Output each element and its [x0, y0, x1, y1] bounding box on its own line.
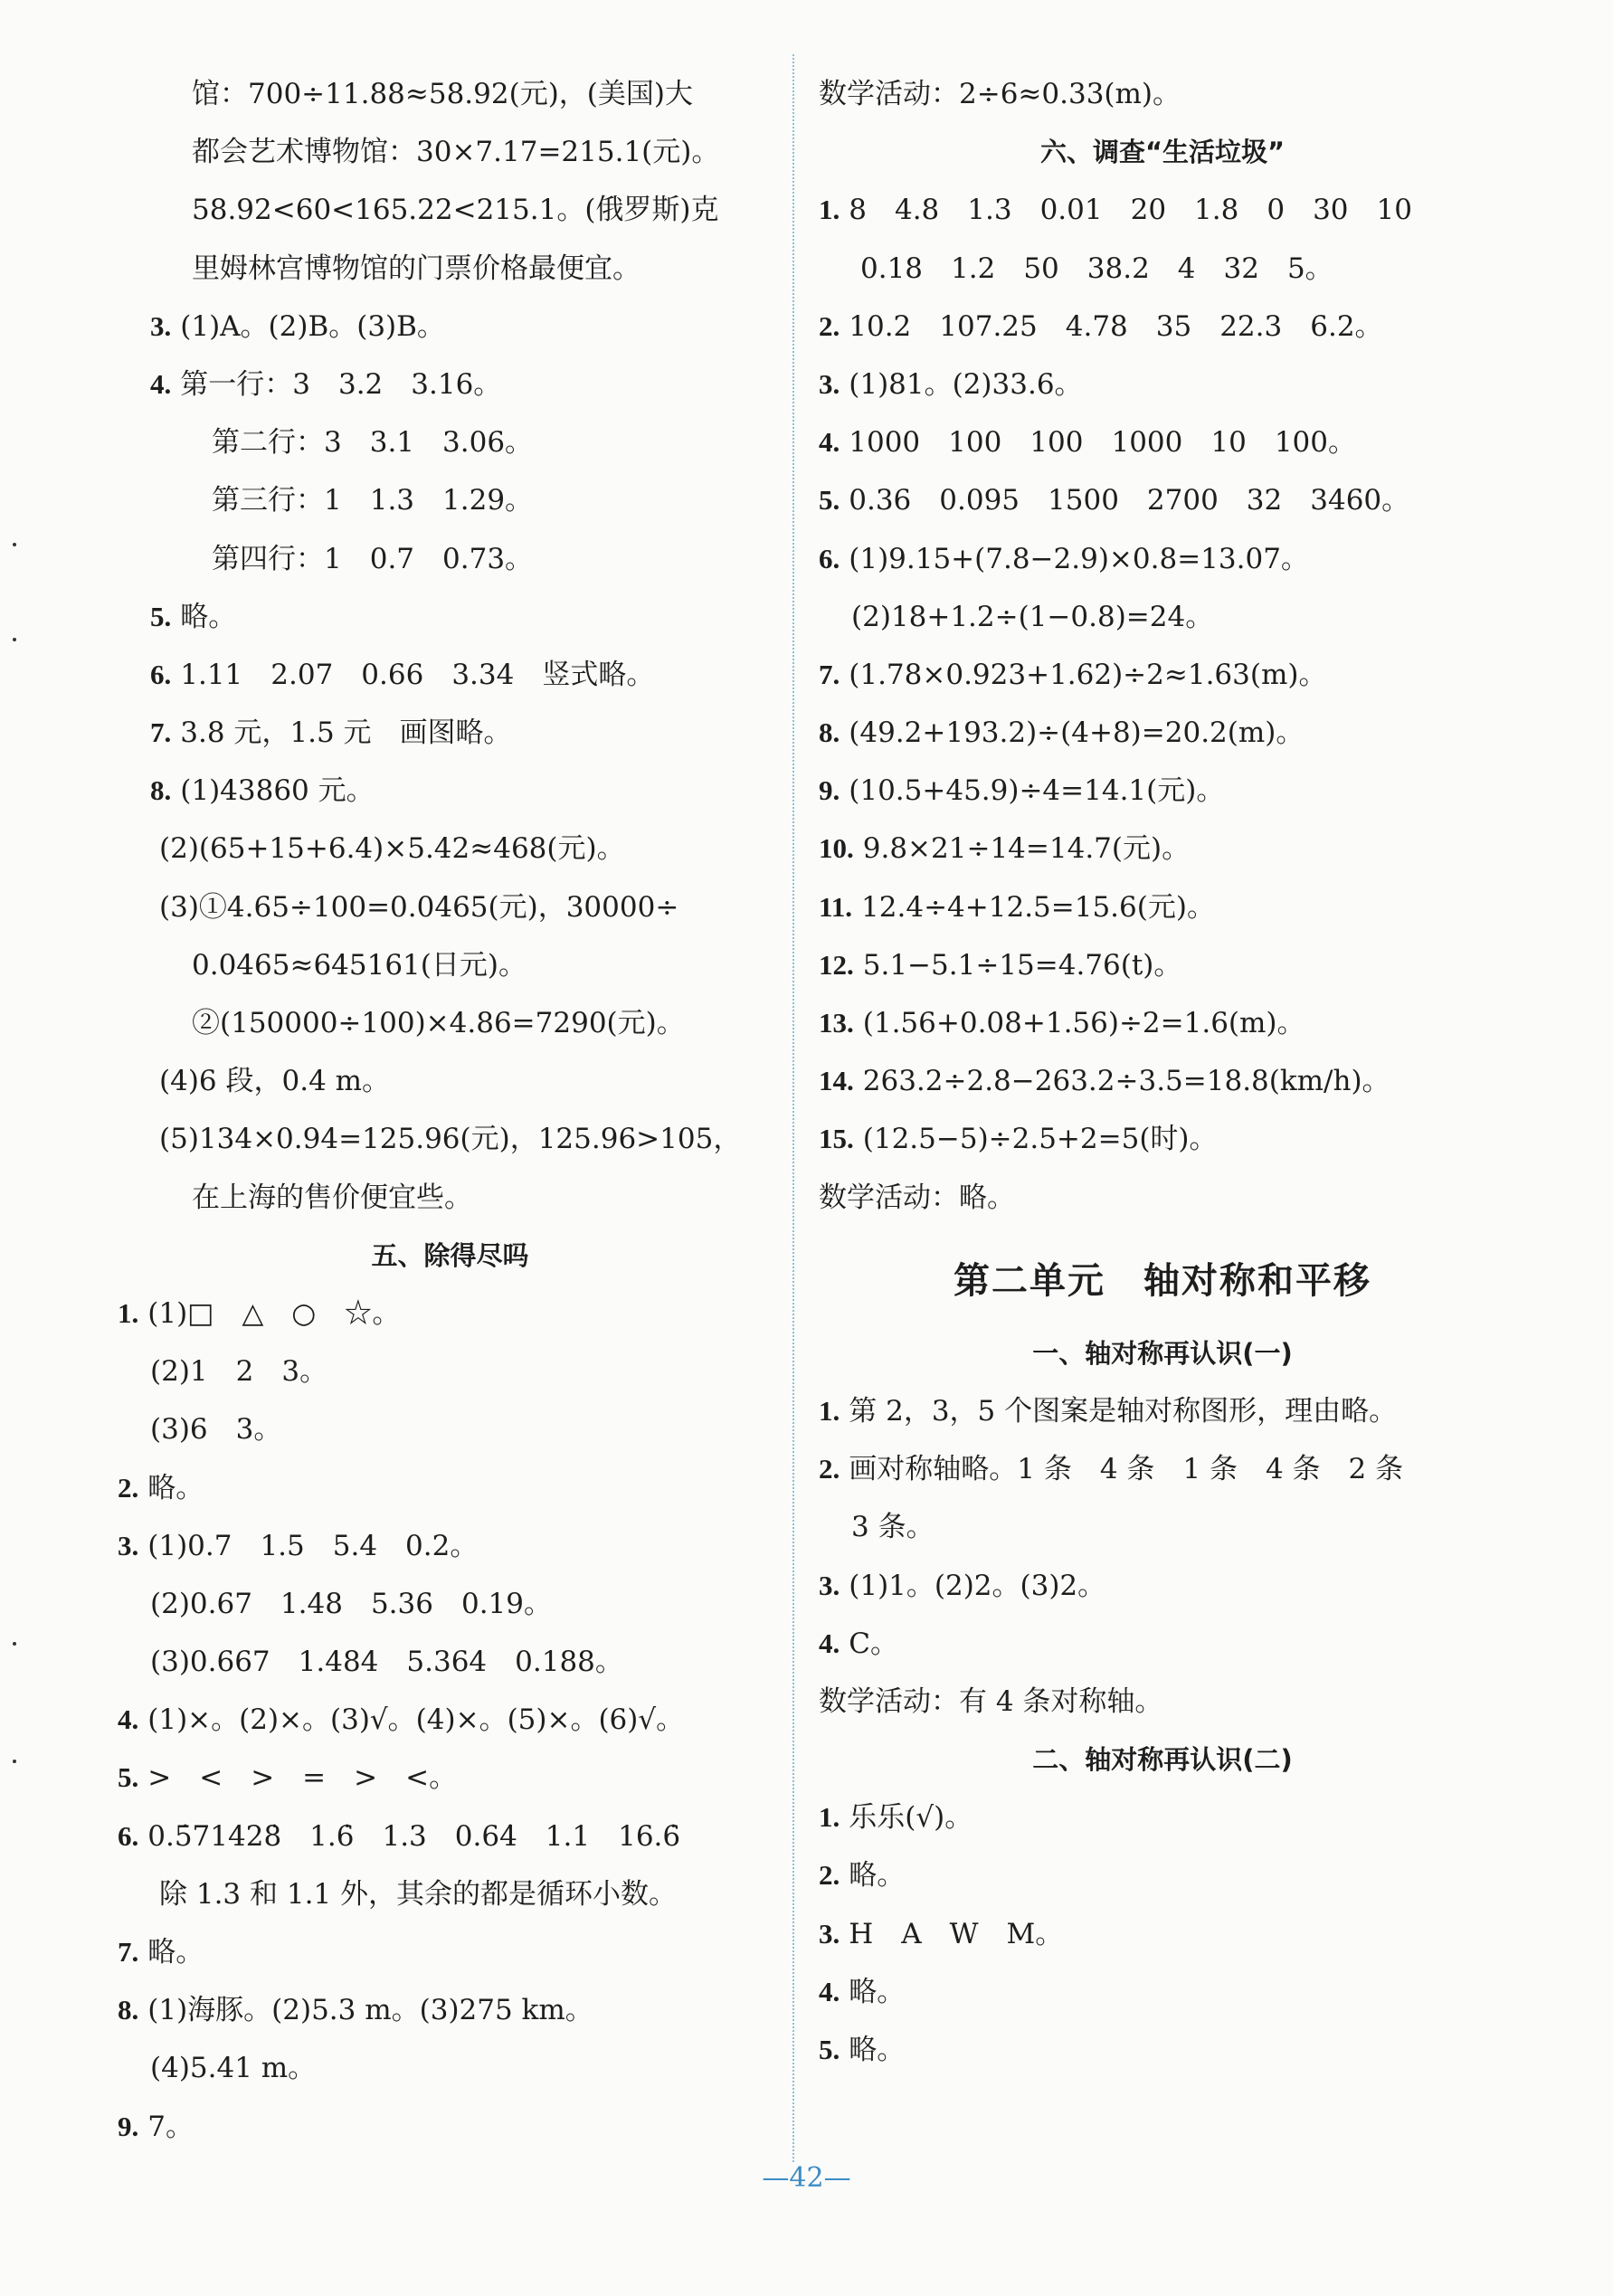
- question-number: 5.: [150, 600, 172, 632]
- question-number: 8.: [118, 1994, 139, 2026]
- answer-text: 略。: [849, 1975, 906, 2008]
- answer-line: [118, 1400, 783, 1458]
- question-number: 8.: [150, 774, 172, 807]
- answer-line: [118, 1110, 783, 1168]
- answer-line: [118, 1923, 783, 1981]
- answer-line: [819, 1615, 1506, 1673]
- answer-line: [819, 1846, 1506, 1904]
- question-number: 4.: [150, 367, 172, 400]
- margin-dot: [13, 638, 16, 641]
- answer-line: [819, 240, 1506, 298]
- question-number: 6.: [819, 542, 840, 574]
- question-number: 12.: [819, 948, 854, 981]
- section-title-text: 一、轴对称再认识(一): [1032, 1337, 1293, 1369]
- section-title-text: 二、轴对称再认识(二): [1032, 1744, 1293, 1776]
- answer-text: 乐乐(√)。: [849, 1801, 973, 1835]
- answer-line: [118, 413, 783, 471]
- answer-text: 12.4÷4+12.5=15.6(元)。: [861, 890, 1215, 924]
- answer-text: 9.8×21÷14=14.7(元)。: [862, 832, 1191, 866]
- question-number: 13.: [819, 1007, 854, 1039]
- answer-text: 10.2 107.25 4.78 35 22.3 6.2。: [849, 309, 1383, 343]
- answer-line: [819, 762, 1506, 820]
- answer-text: (1)□ △ ○ ☆。: [147, 1296, 401, 1330]
- answer-line: [819, 1169, 1506, 1227]
- question-number: 2.: [118, 1471, 139, 1504]
- answer-text: (1)81。(2)33.6。: [849, 367, 1083, 401]
- question-number: 15.: [819, 1123, 854, 1155]
- answer-line: [118, 240, 783, 298]
- answer-line: [118, 588, 783, 646]
- section-heading: [819, 1324, 1506, 1382]
- answer-line: [118, 878, 783, 936]
- margin-dot: [13, 543, 16, 546]
- answer-text: 第一行：3 3.2 3.16。: [180, 367, 502, 401]
- question-number: 6.: [150, 658, 172, 690]
- question-number: 8.: [819, 716, 840, 749]
- question-number: 7.: [150, 716, 172, 749]
- answer-text: 略。: [147, 1471, 204, 1504]
- answer-text: 第 2，3，5 个图案是轴对称图形，理由略。: [849, 1394, 1398, 1428]
- answer-line: [819, 820, 1506, 878]
- answer-text: (1)9.15+(7.8−2.9)×0.8=13.07。: [849, 542, 1309, 575]
- answer-line: [819, 936, 1506, 994]
- column-divider: [792, 54, 794, 2162]
- answer-text: (1.78×0.923+1.62)÷2≈1.63(m)。: [849, 658, 1327, 691]
- question-number: 14.: [819, 1065, 854, 1097]
- answer-line: [118, 471, 783, 529]
- answer-text: 画对称轴略。1 条 4 条 1 条 4 条 2 条: [849, 1453, 1404, 1486]
- answer-text: 1000 100 100 1000 10 100。: [849, 426, 1356, 460]
- answer-line: [118, 994, 783, 1052]
- answer-line: [819, 994, 1506, 1052]
- answer-line: [819, 65, 1506, 123]
- answer-line: [118, 1342, 783, 1400]
- answer-text: 3 条。: [851, 1511, 935, 1544]
- answer-line: [819, 413, 1506, 471]
- answer-text: (12.5−5)÷2.5+2=5(时)。: [862, 1123, 1218, 1156]
- answer-line: [819, 1382, 1506, 1440]
- question-number: 3.: [819, 367, 840, 400]
- answer-line: [819, 1110, 1506, 1168]
- question-number: 6.: [118, 1819, 139, 1852]
- answer-text: 第三行：1 1.3 1.29。: [212, 484, 534, 517]
- answer-text: 3.8 元，1.5 元 画图略。: [180, 716, 512, 750]
- answer-line: [118, 762, 783, 820]
- question-number: 1.: [819, 1394, 840, 1427]
- question-number: 11.: [819, 890, 853, 923]
- unit-title: 第二单元 轴对称和平移: [954, 1259, 1371, 1302]
- answer-text: 第四行：1 0.7 0.73。: [212, 542, 534, 575]
- answer-line: [819, 1557, 1506, 1615]
- answer-text: (4)6 段，0.4 m。: [159, 1065, 391, 1098]
- answer-text: 0.36 0.095 1500 2700 32 3460。: [849, 484, 1410, 517]
- answer-text: (4)5.41 m。: [150, 2052, 317, 2085]
- question-number: 4.: [118, 1703, 139, 1736]
- question-number: 5.: [118, 1761, 139, 1794]
- answer-text: (1)A。(2)B。(3)B。: [180, 309, 445, 343]
- question-number: 2.: [819, 1453, 840, 1485]
- section-heading: [118, 1227, 783, 1285]
- answer-line: [118, 2098, 783, 2156]
- unit-two-answers: [819, 1324, 1506, 2079]
- answer-text: (10.5+45.9)÷4=14.1(元)。: [849, 774, 1225, 808]
- right-column: [819, 65, 1506, 2079]
- answer-text: 略。: [849, 2034, 906, 2066]
- question-number: 1.: [819, 194, 840, 226]
- answer-line: [819, 181, 1506, 239]
- answer-line: [118, 1981, 783, 2039]
- answer-line: [118, 530, 783, 588]
- question-number: 2.: [819, 309, 840, 342]
- question-number: 5.: [819, 484, 840, 517]
- answer-text: 里姆林宫博物馆的门票价格最便宜。: [192, 251, 640, 285]
- section-title-text: 六、调查“生活垃圾”: [1039, 137, 1286, 168]
- answer-text: (1)×。(2)×。(3)√。(4)×。(5)×。(6)√。: [147, 1703, 685, 1737]
- section-heading: [819, 1731, 1506, 1788]
- page-number: —42—: [762, 2162, 851, 2194]
- answer-text: 7。: [147, 2110, 194, 2143]
- answer-line: [118, 1052, 783, 1110]
- answer-line: [118, 646, 783, 704]
- answer-text: 5.1−5.1÷15=4.76(t)。: [862, 948, 1182, 982]
- question-number: 7.: [118, 1936, 139, 1968]
- answer-line: [819, 646, 1506, 704]
- answer-line: [118, 1517, 783, 1575]
- answer-line: [118, 1865, 783, 1923]
- answer-text: 0.18 1.2 50 38.2 4 32 5。: [860, 251, 1333, 285]
- answer-line: [118, 820, 783, 878]
- answer-line: [118, 1633, 783, 1691]
- answer-text: 58.92<60<165.22<215.1。(俄罗斯)克: [192, 194, 719, 227]
- answer-text: C。: [849, 1627, 898, 1660]
- answer-line: [118, 1459, 783, 1517]
- answer-text: H A W M。: [849, 1917, 1064, 1950]
- question-number: 9.: [118, 2110, 139, 2142]
- answer-line: [118, 1575, 783, 1633]
- question-number: 3.: [150, 309, 172, 342]
- answer-line: [819, 588, 1506, 646]
- question-number: 4.: [819, 1627, 840, 1659]
- answer-text: 数学活动：2÷6≈0.33(m)。: [819, 78, 1181, 110]
- answer-text: 略。: [849, 1859, 906, 1893]
- answer-text: 数学活动：有 4 条对称轴。: [819, 1684, 1163, 1718]
- question-number: 4.: [819, 1975, 840, 2007]
- section-title-text: 五、除得尽吗: [371, 1239, 529, 1271]
- answer-text: 都会艺术博物馆：30×7.17=215.1(元)。: [192, 136, 720, 169]
- question-number: 9.: [819, 774, 840, 807]
- answer-line: [118, 1691, 783, 1749]
- answer-line: [819, 1673, 1506, 1731]
- answer-text: 略。: [147, 1936, 204, 1969]
- answer-text: (3)0.667 1.484 5.364 0.188。: [150, 1646, 623, 1679]
- answer-text: 0.0465≈645161(日元)。: [192, 948, 527, 982]
- question-number: 7.: [819, 658, 840, 690]
- question-number: 3.: [819, 1917, 840, 1950]
- answer-line: [118, 1749, 783, 1807]
- answer-text: (3)6 3。: [150, 1413, 282, 1447]
- answer-line: [819, 356, 1506, 413]
- question-number: 10.: [819, 832, 854, 865]
- answer-line: [819, 704, 1506, 762]
- answer-line: [819, 1052, 1506, 1110]
- answer-line: [118, 1807, 783, 1865]
- answer-line: [819, 1905, 1506, 1963]
- answer-line: [118, 704, 783, 762]
- answer-line: [118, 2039, 783, 2097]
- answer-line: [118, 936, 783, 994]
- answer-line: [819, 2021, 1506, 2079]
- question-number: 2.: [819, 1859, 840, 1892]
- margin-dot: [13, 1760, 16, 1763]
- answer-text: 第二行：3 3.1 3.06。: [212, 426, 534, 460]
- answer-line: [118, 65, 783, 123]
- answer-text: (2)1 2 3。: [150, 1355, 328, 1389]
- question-number: 1.: [819, 1801, 840, 1834]
- question-number: 1.: [118, 1296, 139, 1329]
- answer-line: [819, 1963, 1506, 2021]
- question-number: 3.: [819, 1569, 840, 1601]
- answer-text: (1)0.7 1.5 5.4 0.2。: [147, 1529, 479, 1562]
- answer-text: 略。: [180, 600, 237, 633]
- answer-text: ②(150000÷100)×4.86=7290(元)。: [192, 1007, 685, 1039]
- section-heading: [819, 123, 1506, 181]
- answer-text: (1)海豚。(2)5.3 m。(3)275 km。: [147, 1994, 593, 2027]
- question-number: 5.: [819, 2034, 840, 2065]
- unit-one-answers: [819, 65, 1506, 1227]
- answer-text: (1)43860 元。: [180, 774, 375, 808]
- answer-line: [819, 878, 1506, 936]
- answer-text: (5)134×0.94=125.96(元)，125.96>105，: [159, 1123, 742, 1156]
- answer-line: [819, 298, 1506, 356]
- answer-line: [819, 1498, 1506, 1556]
- answer-text: > < > = > <。: [147, 1761, 458, 1795]
- answer-text: 馆：700÷11.88≈58.92(元)，(美国)大: [192, 78, 693, 110]
- answer-text: (3)①4.65÷100=0.0465(元)，30000÷: [159, 890, 679, 924]
- answer-text: (2)(65+15+6.4)×5.42≈468(元)。: [159, 832, 625, 866]
- answer-text: 0.5̇71428̇ 1.6̇ 1.3 0.64̇ 1.1 16.6̇: [147, 1819, 681, 1853]
- left-column: [118, 65, 783, 2156]
- answer-text: (49.2+193.2)÷(4+8)=20.2(m)。: [849, 716, 1305, 750]
- question-number: 3.: [118, 1529, 139, 1561]
- answer-text: 8 4.8 1.3 0.01 20 1.8 0 30 10: [849, 194, 1412, 227]
- answer-text: 除 1.3 和 1.1 外，其余的都是循环小数。: [159, 1877, 678, 1911]
- answer-line: [118, 298, 783, 356]
- answer-text: (1)1。(2)2。(3)2。: [849, 1569, 1106, 1602]
- answer-text: 1.11 2.07 0.66 3.34 竖式略。: [180, 658, 655, 691]
- answer-line: [118, 1169, 783, 1227]
- answer-line: [819, 1788, 1506, 1846]
- answer-line: [118, 123, 783, 181]
- answer-text: (2)18+1.2÷(1−0.8)=24。: [851, 600, 1214, 633]
- answer-text: 在上海的售价便宜些。: [192, 1181, 472, 1214]
- answer-text: 数学活动：略。: [819, 1181, 1015, 1214]
- answer-text: (2)0.67 1.48 5.36 0.19。: [150, 1587, 553, 1620]
- answer-text: 263.2÷2.8−263.2÷3.5=18.8(km/h)。: [862, 1065, 1390, 1098]
- answer-line: [118, 181, 783, 239]
- margin-dot: [13, 1642, 16, 1646]
- answer-line: [819, 1440, 1506, 1498]
- answer-line: [819, 471, 1506, 529]
- answer-line: [118, 356, 783, 413]
- answer-line: [118, 1285, 783, 1342]
- answer-line: [819, 530, 1506, 588]
- question-number: 4.: [819, 426, 840, 459]
- answer-text: (1.56+0.08+1.56)÷2=1.6(m)。: [862, 1007, 1305, 1039]
